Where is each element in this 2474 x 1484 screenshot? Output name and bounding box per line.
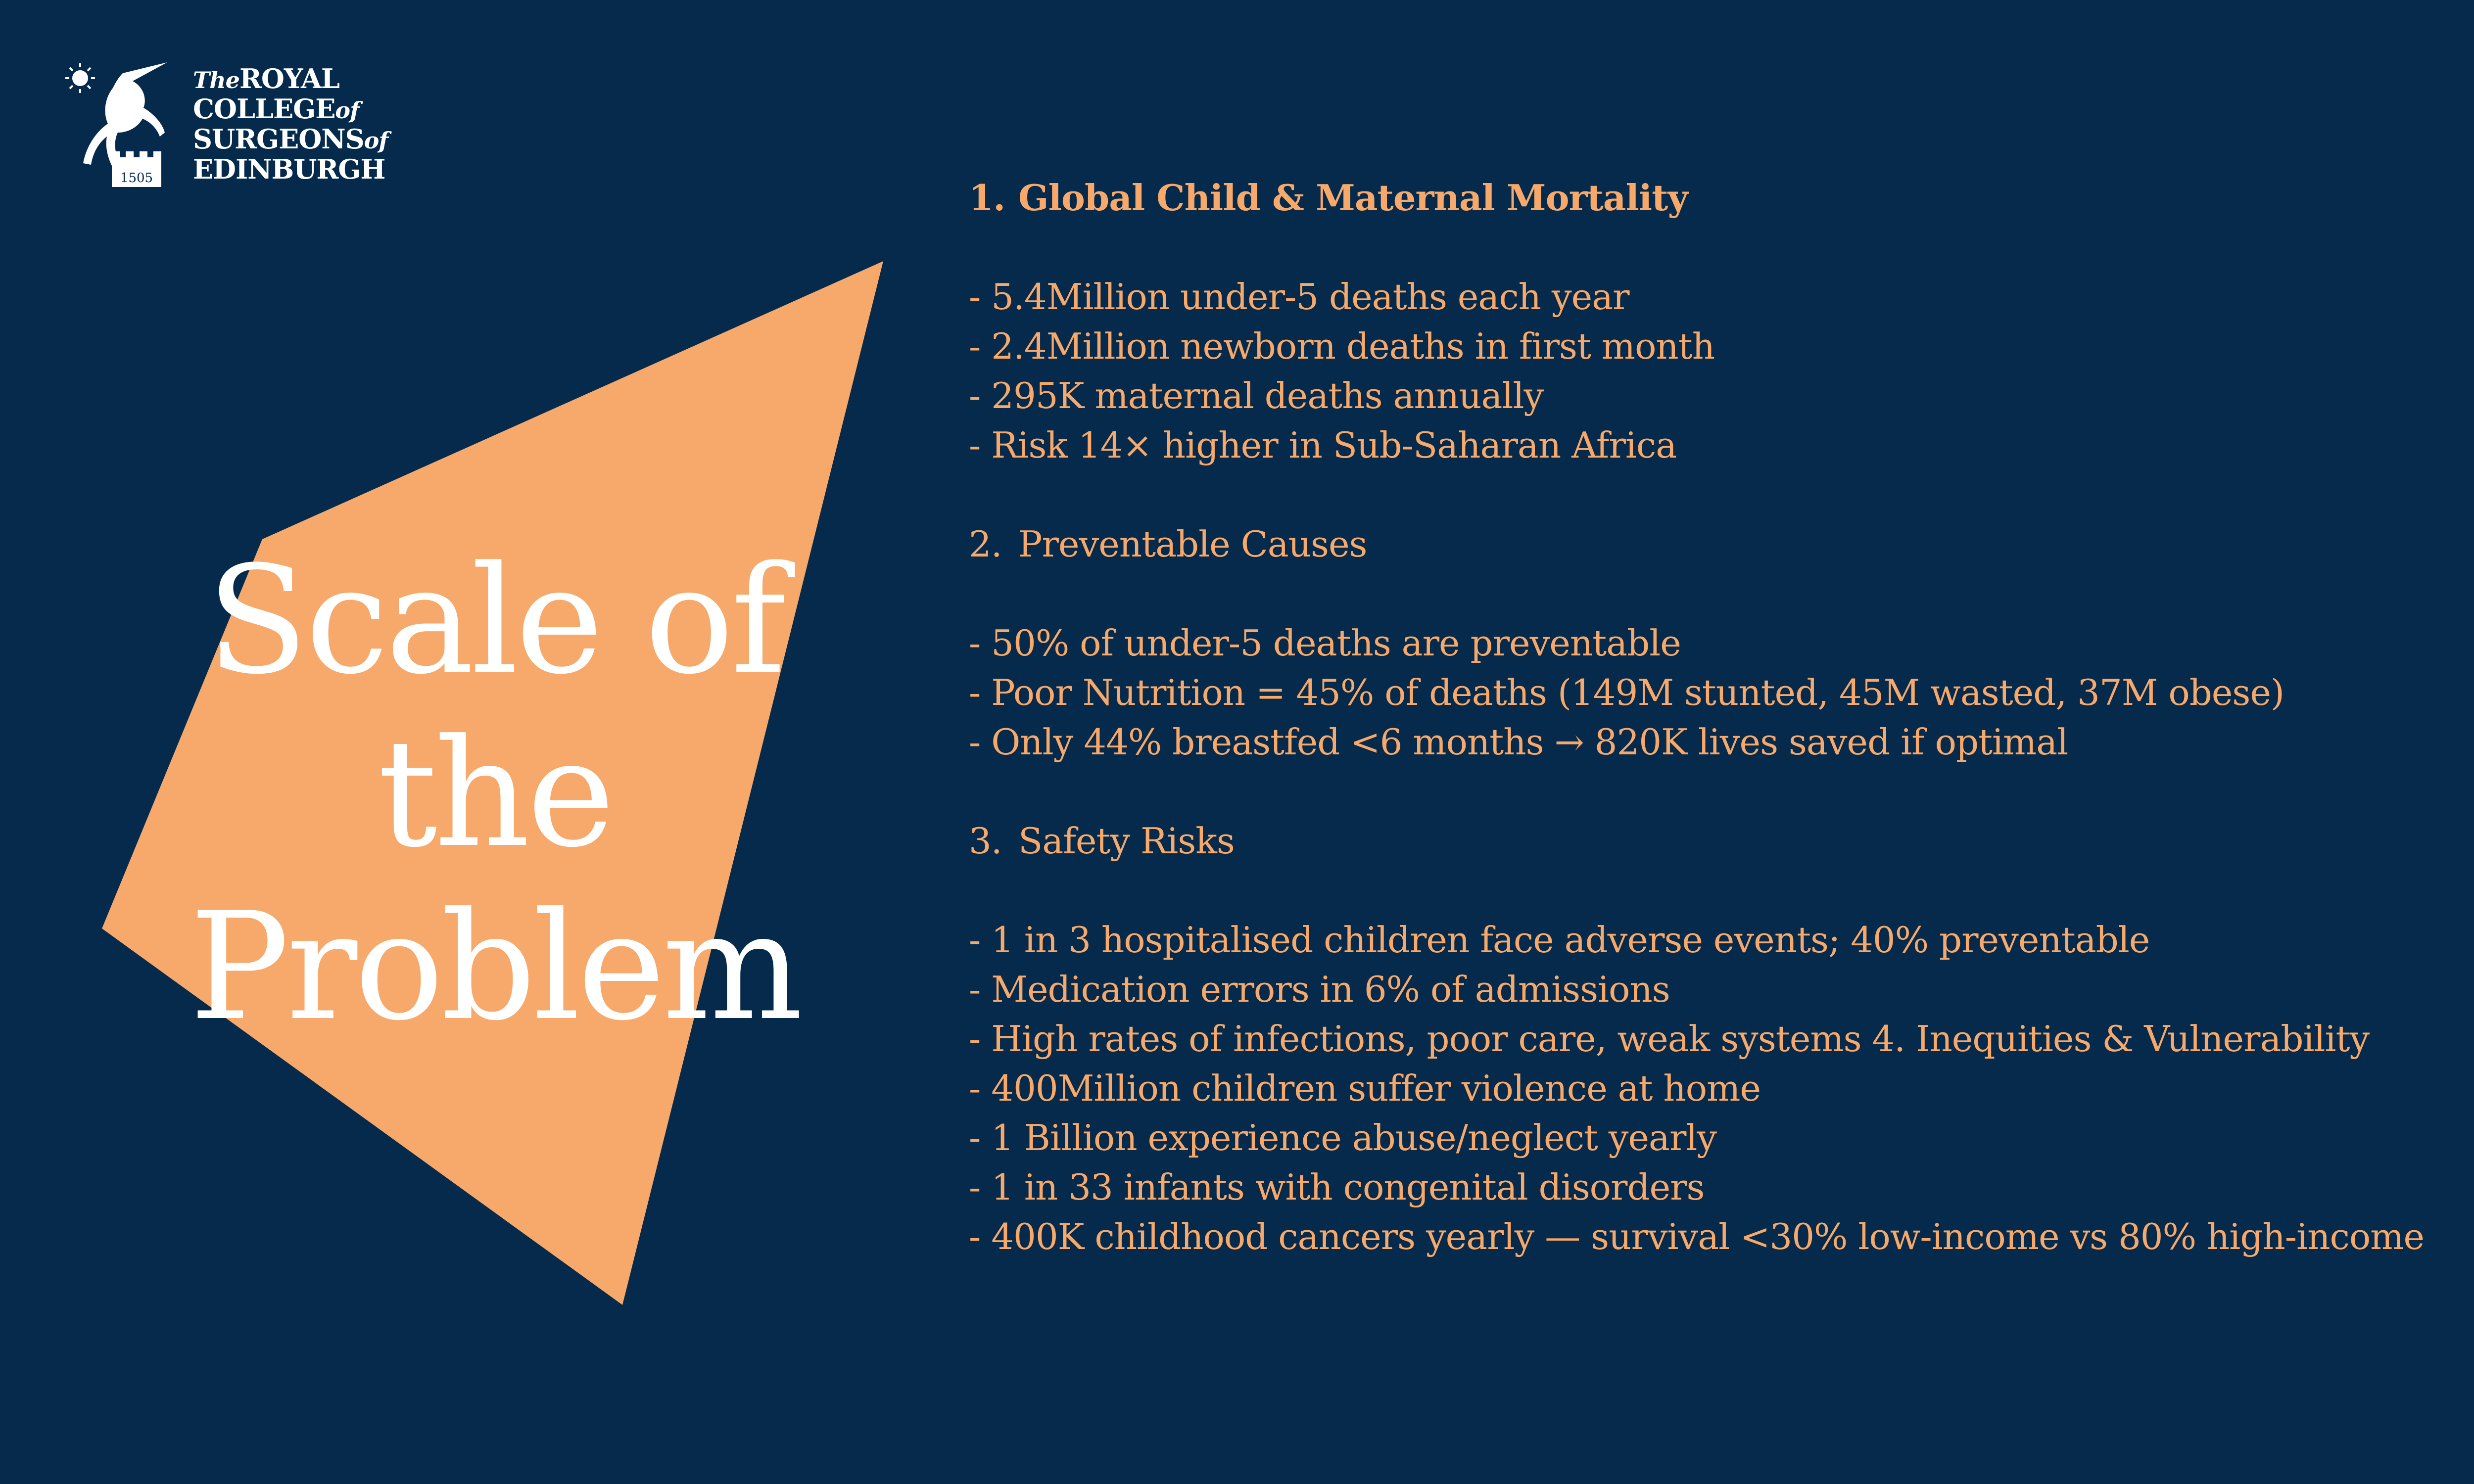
section-heading-2	[969, 519, 2474, 569]
section-number-3: 3.	[969, 820, 1002, 862]
logo-edinburgh: EDINBURGH	[193, 153, 385, 185]
section-number-1: 1.	[969, 177, 1005, 219]
spacer	[969, 767, 2474, 816]
list-item: - 1 Billion experience abuse/neglect yearly	[969, 1117, 1717, 1159]
section-title-2: Preventable Causes	[1018, 523, 1367, 565]
unicorn-crest-icon	[63, 58, 182, 192]
spacer	[969, 470, 2474, 519]
crest-year: 1505	[120, 171, 153, 186]
logo-college: COLLEGE	[193, 93, 335, 125]
logo-of-2: of	[364, 127, 388, 154]
college-logo	[63, 58, 420, 197]
title-line-1: Scale of	[206, 534, 783, 707]
section-number-2: 2.	[969, 523, 1002, 565]
logo-wordmark	[193, 64, 388, 184]
content-body	[969, 173, 2474, 1261]
spacer	[969, 223, 2474, 272]
list-item: - 400K childhood cancers yearly — survival <30% low-income vs 80% high-income	[969, 1216, 2425, 1257]
list-item: - Risk 14× higher in Sub-Saharan Africa	[969, 424, 1677, 466]
section-heading-1	[969, 173, 2474, 223]
list-item: - Poor Nutrition = 45% of deaths (149M stunted, 45M wasted, 37M obese)	[969, 672, 2284, 713]
list-item: - 1 in 33 infants with congenital disorders	[969, 1166, 1705, 1208]
list-item: - 2.4Million newborn deaths in first month	[969, 325, 1715, 367]
slide-title	[148, 534, 841, 1054]
logo-the: The	[193, 67, 239, 93]
list-item: - 5.4Million under-5 deaths each year	[969, 276, 1629, 318]
list-item: - Only 44% breastfed <6 months → 820K lives saved if optimal	[969, 721, 2068, 763]
logo-of-1: of	[335, 97, 359, 124]
title-line-2: the	[378, 707, 612, 880]
list-item: - 400Million children suffer violence at home	[969, 1067, 1760, 1109]
section-heading-3	[969, 816, 2474, 866]
list-item: - 1 in 3 hospitalised children face adverse events; 40% preventable	[969, 919, 2150, 961]
spacer	[969, 866, 2474, 915]
list-item: - High rates of infections, poor care, weak systems 4. Inequities & Vulnerability	[969, 1018, 2370, 1060]
section-title-1: Global Child & Maternal Mortality	[1018, 177, 1688, 219]
list-item: - 295K maternal deaths annually	[969, 375, 1544, 417]
section-title-3: Safety Risks	[1018, 820, 1235, 862]
logo-surgeons: SURGEONS	[193, 123, 364, 155]
list-item: - Medication errors in 6% of admissions	[969, 969, 1670, 1010]
spacer	[969, 569, 2474, 618]
logo-royal: ROYAL	[239, 63, 339, 94]
title-line-3: Problem	[190, 881, 800, 1053]
list-item: - 50% of under-5 deaths are preventable	[969, 622, 1681, 664]
